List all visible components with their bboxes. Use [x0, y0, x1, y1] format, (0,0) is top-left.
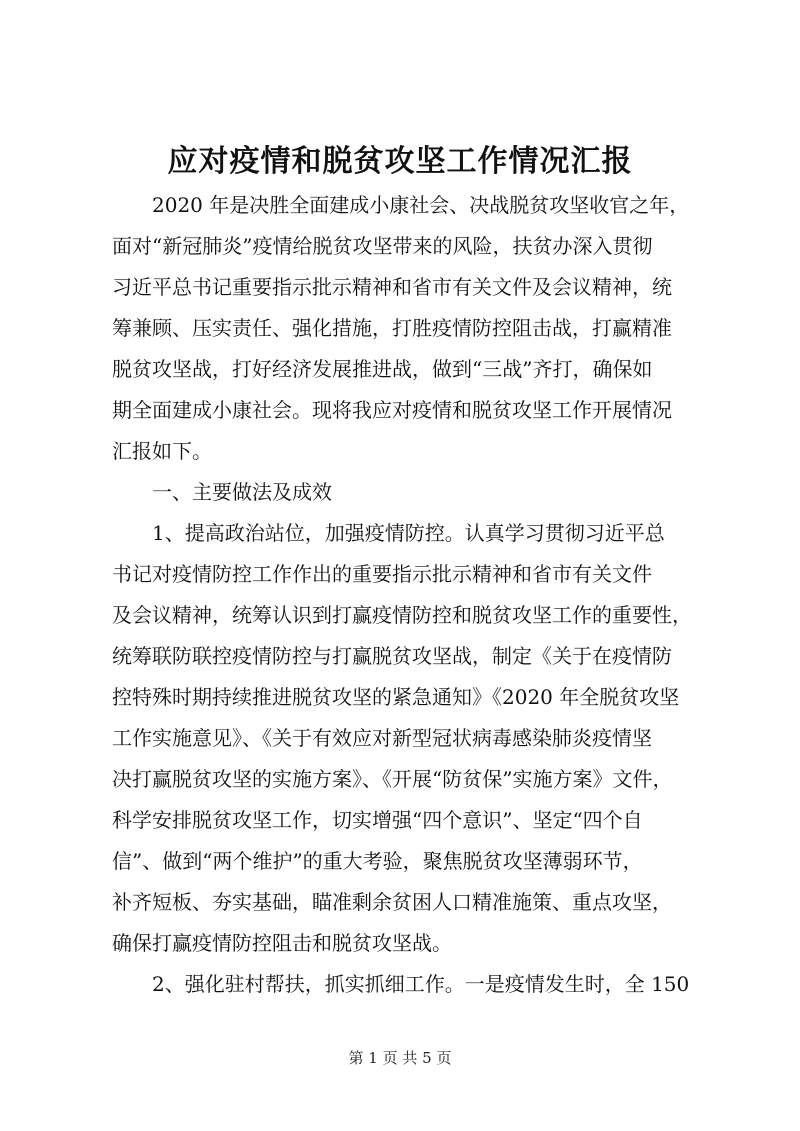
body-line: 1、提高政治站位，加强疫情防控。认真学习贯彻习近平总 — [112, 521, 665, 545]
body-line: 筹兼顾、压实责任、强化措施，打胜疫情防控阻击战，打赢精准 — [112, 316, 672, 340]
body-line: 科学安排脱贫攻坚工作，切实增强“四个意识”、坚定“四个自 — [112, 808, 643, 832]
section-heading: 一、主要做法及成效 — [112, 480, 332, 504]
document-title: 应对疫情和脱贫攻坚工作情况汇报 — [167, 144, 633, 179]
body-line: 习近平总书记重要指示批示精神和省市有关文件及会议精神，统 — [112, 275, 672, 299]
document-body — [112, 185, 704, 1005]
body-line: 汇报如下。 — [112, 439, 212, 463]
body-line: 决打赢脱贫攻坚的实施方案》、《开展“防贫保”实施方案》文件， — [112, 767, 673, 791]
body-line: 2、强化驻村帮扶，抓实抓细工作。一是疫情发生时，全 150 — [112, 972, 690, 996]
body-line: 及会议精神，统筹认识到打赢疫情防控和脱贫攻坚工作的重要性， — [112, 603, 692, 627]
body-line: 脱贫攻坚战，打好经济发展推进战，做到“三战”齐打，确保如 — [112, 357, 653, 381]
body-line: 工作实施意见》、《关于有效应对新型冠状病毒感染肺炎疫情坚 — [112, 726, 652, 750]
body-line: 面对“新冠肺炎”疫情给脱贫攻坚带来的风险，扶贫办深入贯彻 — [112, 234, 653, 258]
body-line: 2020 年是决胜全面建成小康社会、决战脱贫攻坚收官之年， — [112, 193, 690, 217]
body-line: 统筹联防联控疫情防控与打赢脱贫攻坚战，制定《关于在疫情防 — [112, 644, 672, 668]
body-line: 信”、做到“两个维护”的重大考验，聚焦脱贫攻坚薄弱环节， — [112, 849, 643, 873]
body-line: 补齐短板、夯实基础，瞄准剩余贫困人口精准施策、重点攻坚， — [112, 890, 672, 914]
body-line: 书记对疫情防控工作作出的重要指示批示精神和省市有关文件 — [112, 562, 652, 586]
body-line: 确保打赢疫情防控阻击和脱贫攻坚战。 — [112, 931, 452, 955]
body-line: 控特殊时期持续推进脱贫攻坚的紧急通知》《2020 年全脱贫攻坚 — [112, 685, 680, 709]
body-line: 期全面建成小康社会。现将我应对疫情和脱贫攻坚工作开展情况 — [112, 398, 672, 422]
page-footer: 第 1 页 共 5 页 — [348, 1049, 452, 1067]
